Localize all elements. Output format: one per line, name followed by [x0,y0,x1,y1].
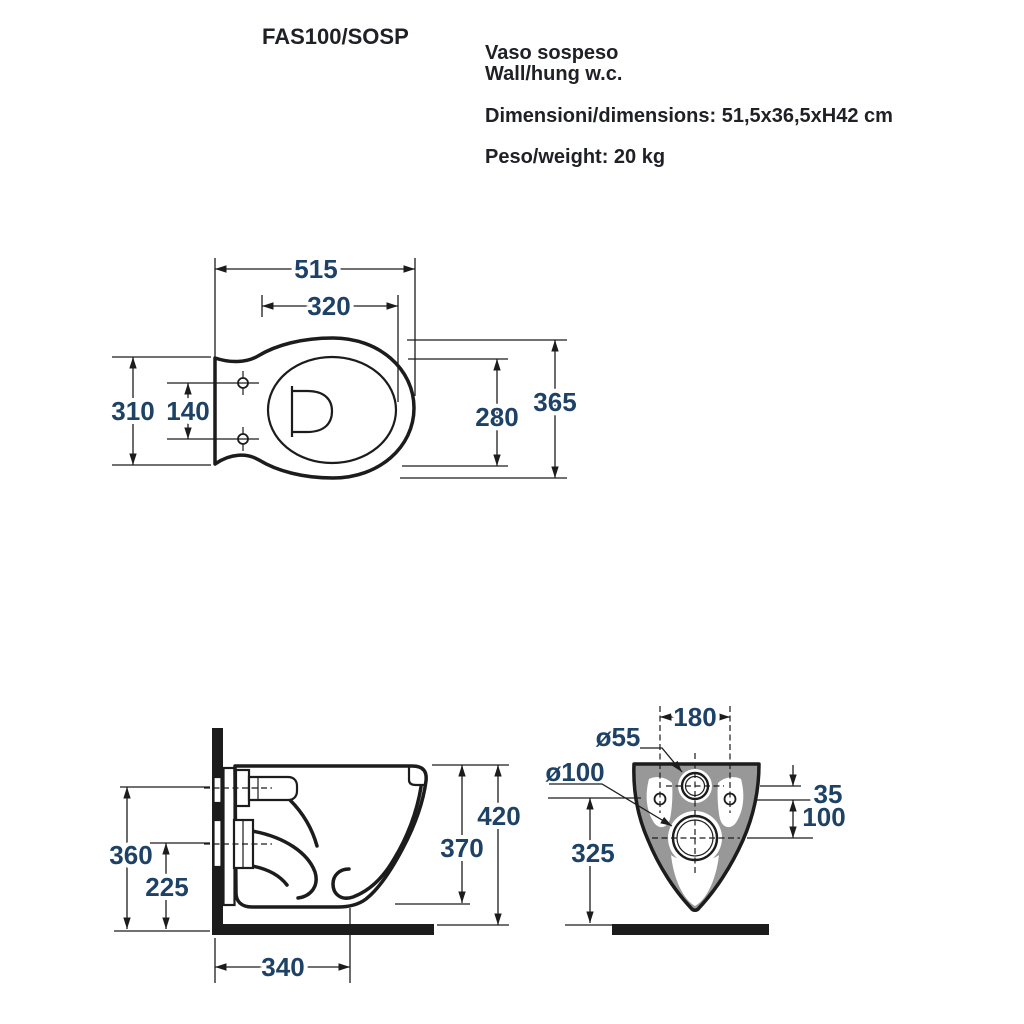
dim-outlet-hole-diameter: ø100 [545,757,605,787]
product-dimensions: Dimensioni/dimensions: 51,5x36,5xH42 cm [485,105,893,127]
dim-overall-depth: 365 [533,387,577,417]
dim-seat-opening-width: 320 [307,291,351,321]
dim-fixing-holes-spacing: 140 [166,396,210,426]
dim-inlet-to-outlet: 100 [802,802,846,832]
rear-view [545,702,845,935]
dim-depth-from-wall: 340 [261,952,305,982]
dim-water-inlet-height: 360 [109,840,153,870]
top-view [111,254,576,478]
floor-line-rear [612,924,769,935]
floor-section [212,924,434,935]
product-weight: Peso/weight: 20 kg [485,146,666,168]
dim-outlet-height-from-floor: 325 [571,838,615,868]
dim-overall-height: 420 [477,801,521,831]
side-view [109,728,520,983]
dim-inlet-hole-diameter: ø55 [595,722,641,752]
dim-plate-depth: 310 [111,396,155,426]
dim-inlet-offset: 35 [813,779,843,809]
dim-fixing-bolts-spacing: 180 [673,702,717,732]
dim-bowl-inner-depth: 280 [475,402,519,432]
dim-outlet-height: 225 [145,872,189,902]
product-name-italian: Vaso sospeso [485,42,619,64]
dim-rim-height: 370 [440,833,484,863]
dim-overall-width: 515 [294,254,338,284]
product-model-code: FAS100/SOSP [262,24,409,49]
product-name-english: Wall/hung w.c. [485,63,623,85]
